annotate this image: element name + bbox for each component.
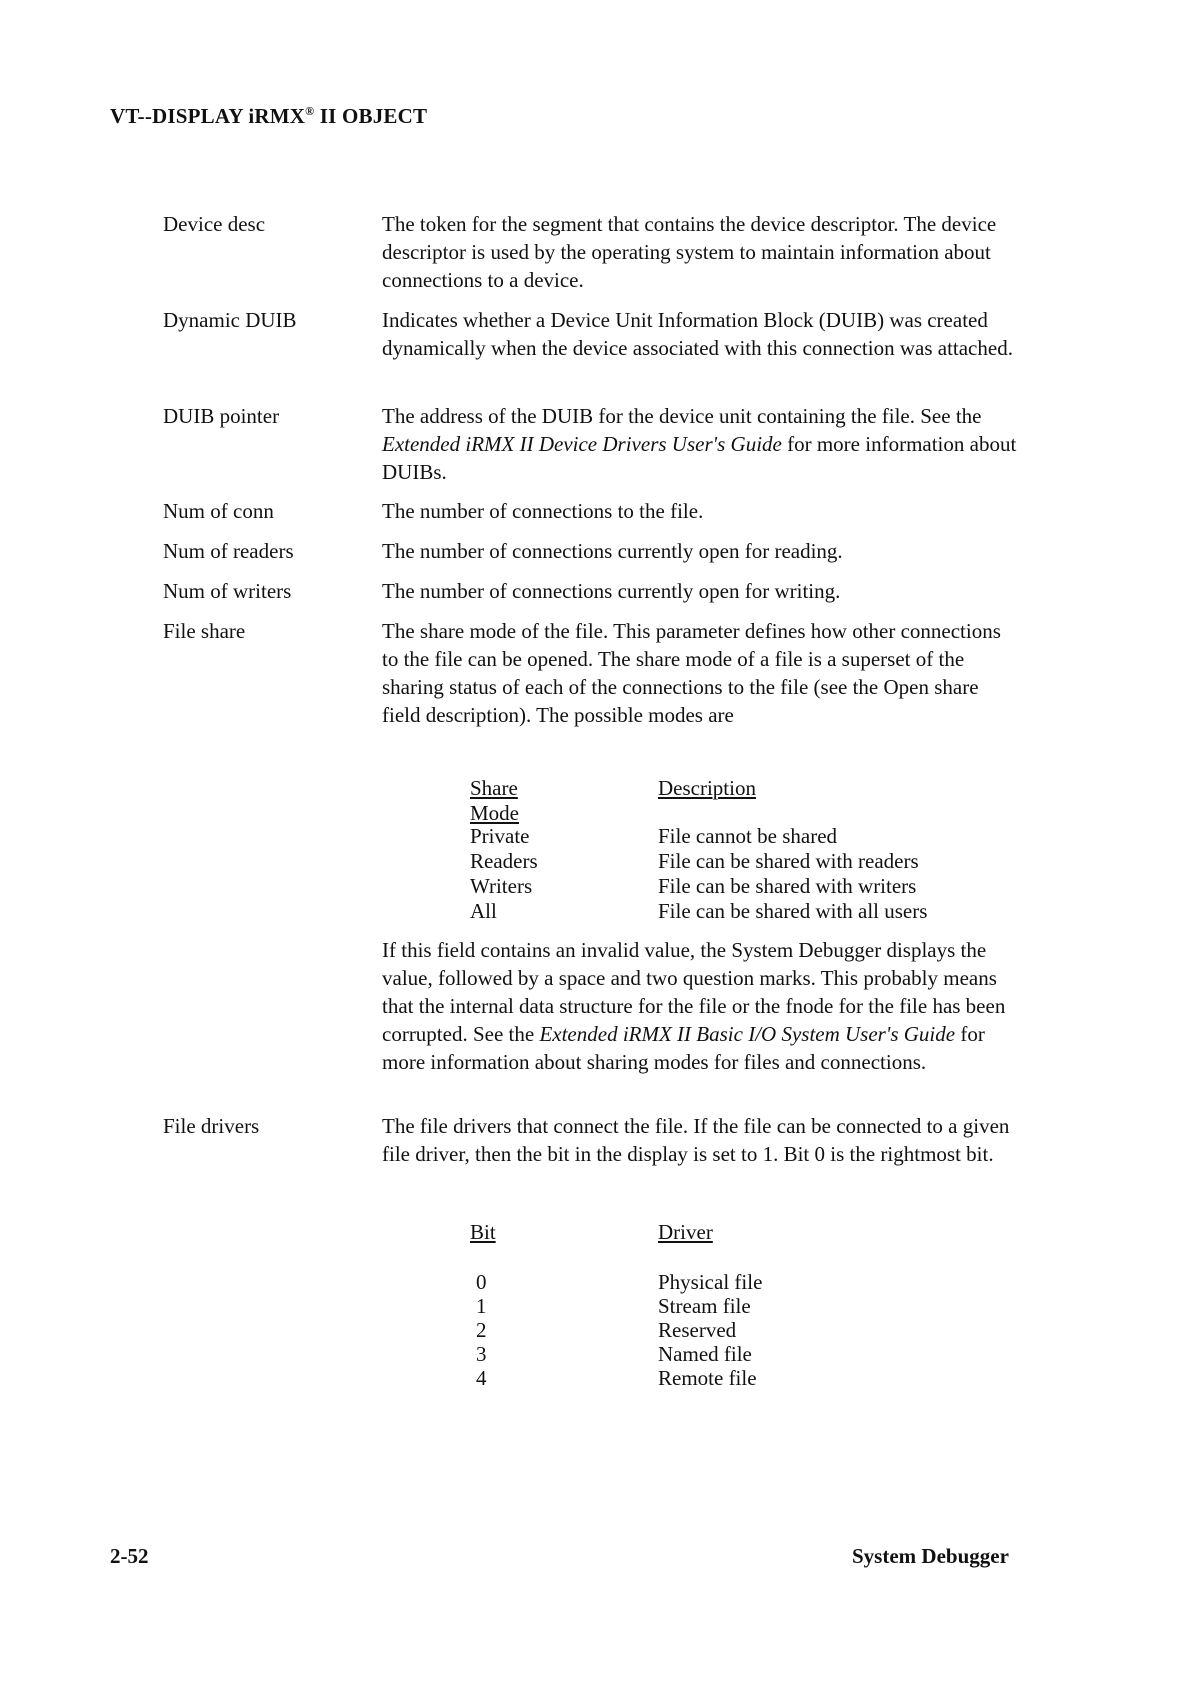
term: Num of conn [163,499,274,523]
description: The token for the segment that contains the device descriptor. The device descriptor is used by the operating system to maintain information about connections to a device. [382,212,997,292]
term: File share [163,619,246,643]
column-header: Description [658,776,756,800]
description: The number of connections currently open for writing. [382,579,841,603]
column-header: Share Mode [470,776,519,825]
term: Device desc [163,212,266,236]
page-number: 2-52 [110,1544,149,1568]
page-header: VT--DISPLAY iRMX® II OBJECT [110,104,428,128]
term: Num of writers [163,579,292,603]
column-header: Bit [470,1220,496,1244]
description: The share mode of the file. This parameter defines how other connections to the file can be opened. The share mode of a file is a superset of the sharing status of each of the connections to the file (see the Open share field description). The possible modes are [382,619,1001,727]
footer-section-title: System Debugger [852,1544,1009,1568]
term: File drivers [163,1114,260,1138]
description: The address of the DUIB for the device unit containing the file. See the Extended iRMX II Device Drivers User's Guide for more information about DUIBs. [382,404,1017,484]
description: The number of connections to the file. [382,499,704,523]
term: Dynamic DUIB [163,308,297,332]
description: The number of connections currently open for reading. [382,539,843,563]
term: DUIB pointer [163,404,280,428]
column-header: Driver [658,1220,713,1244]
invalid-value-note: If this field contains an invalid value, the System Debugger displays the value, followed by a space and two question marks. This probably means that the internal data structure for the file or the fnode for the file has been corrupted. See the Extended iRMX II Basic I/O System User's Guide for more information about sharing modes for files and connections. [382,938,1006,1074]
term: Num of readers [163,539,294,563]
description: Indicates whether a Device Unit Information Block (DUIB) was created dynamically when the device associated with this connection was attached. [382,308,1013,360]
description: The file drivers that connect the file. If the file can be connected to a given file driver, then the bit in the display is set to 1. Bit 0 is the rightmost bit. [382,1114,1010,1166]
